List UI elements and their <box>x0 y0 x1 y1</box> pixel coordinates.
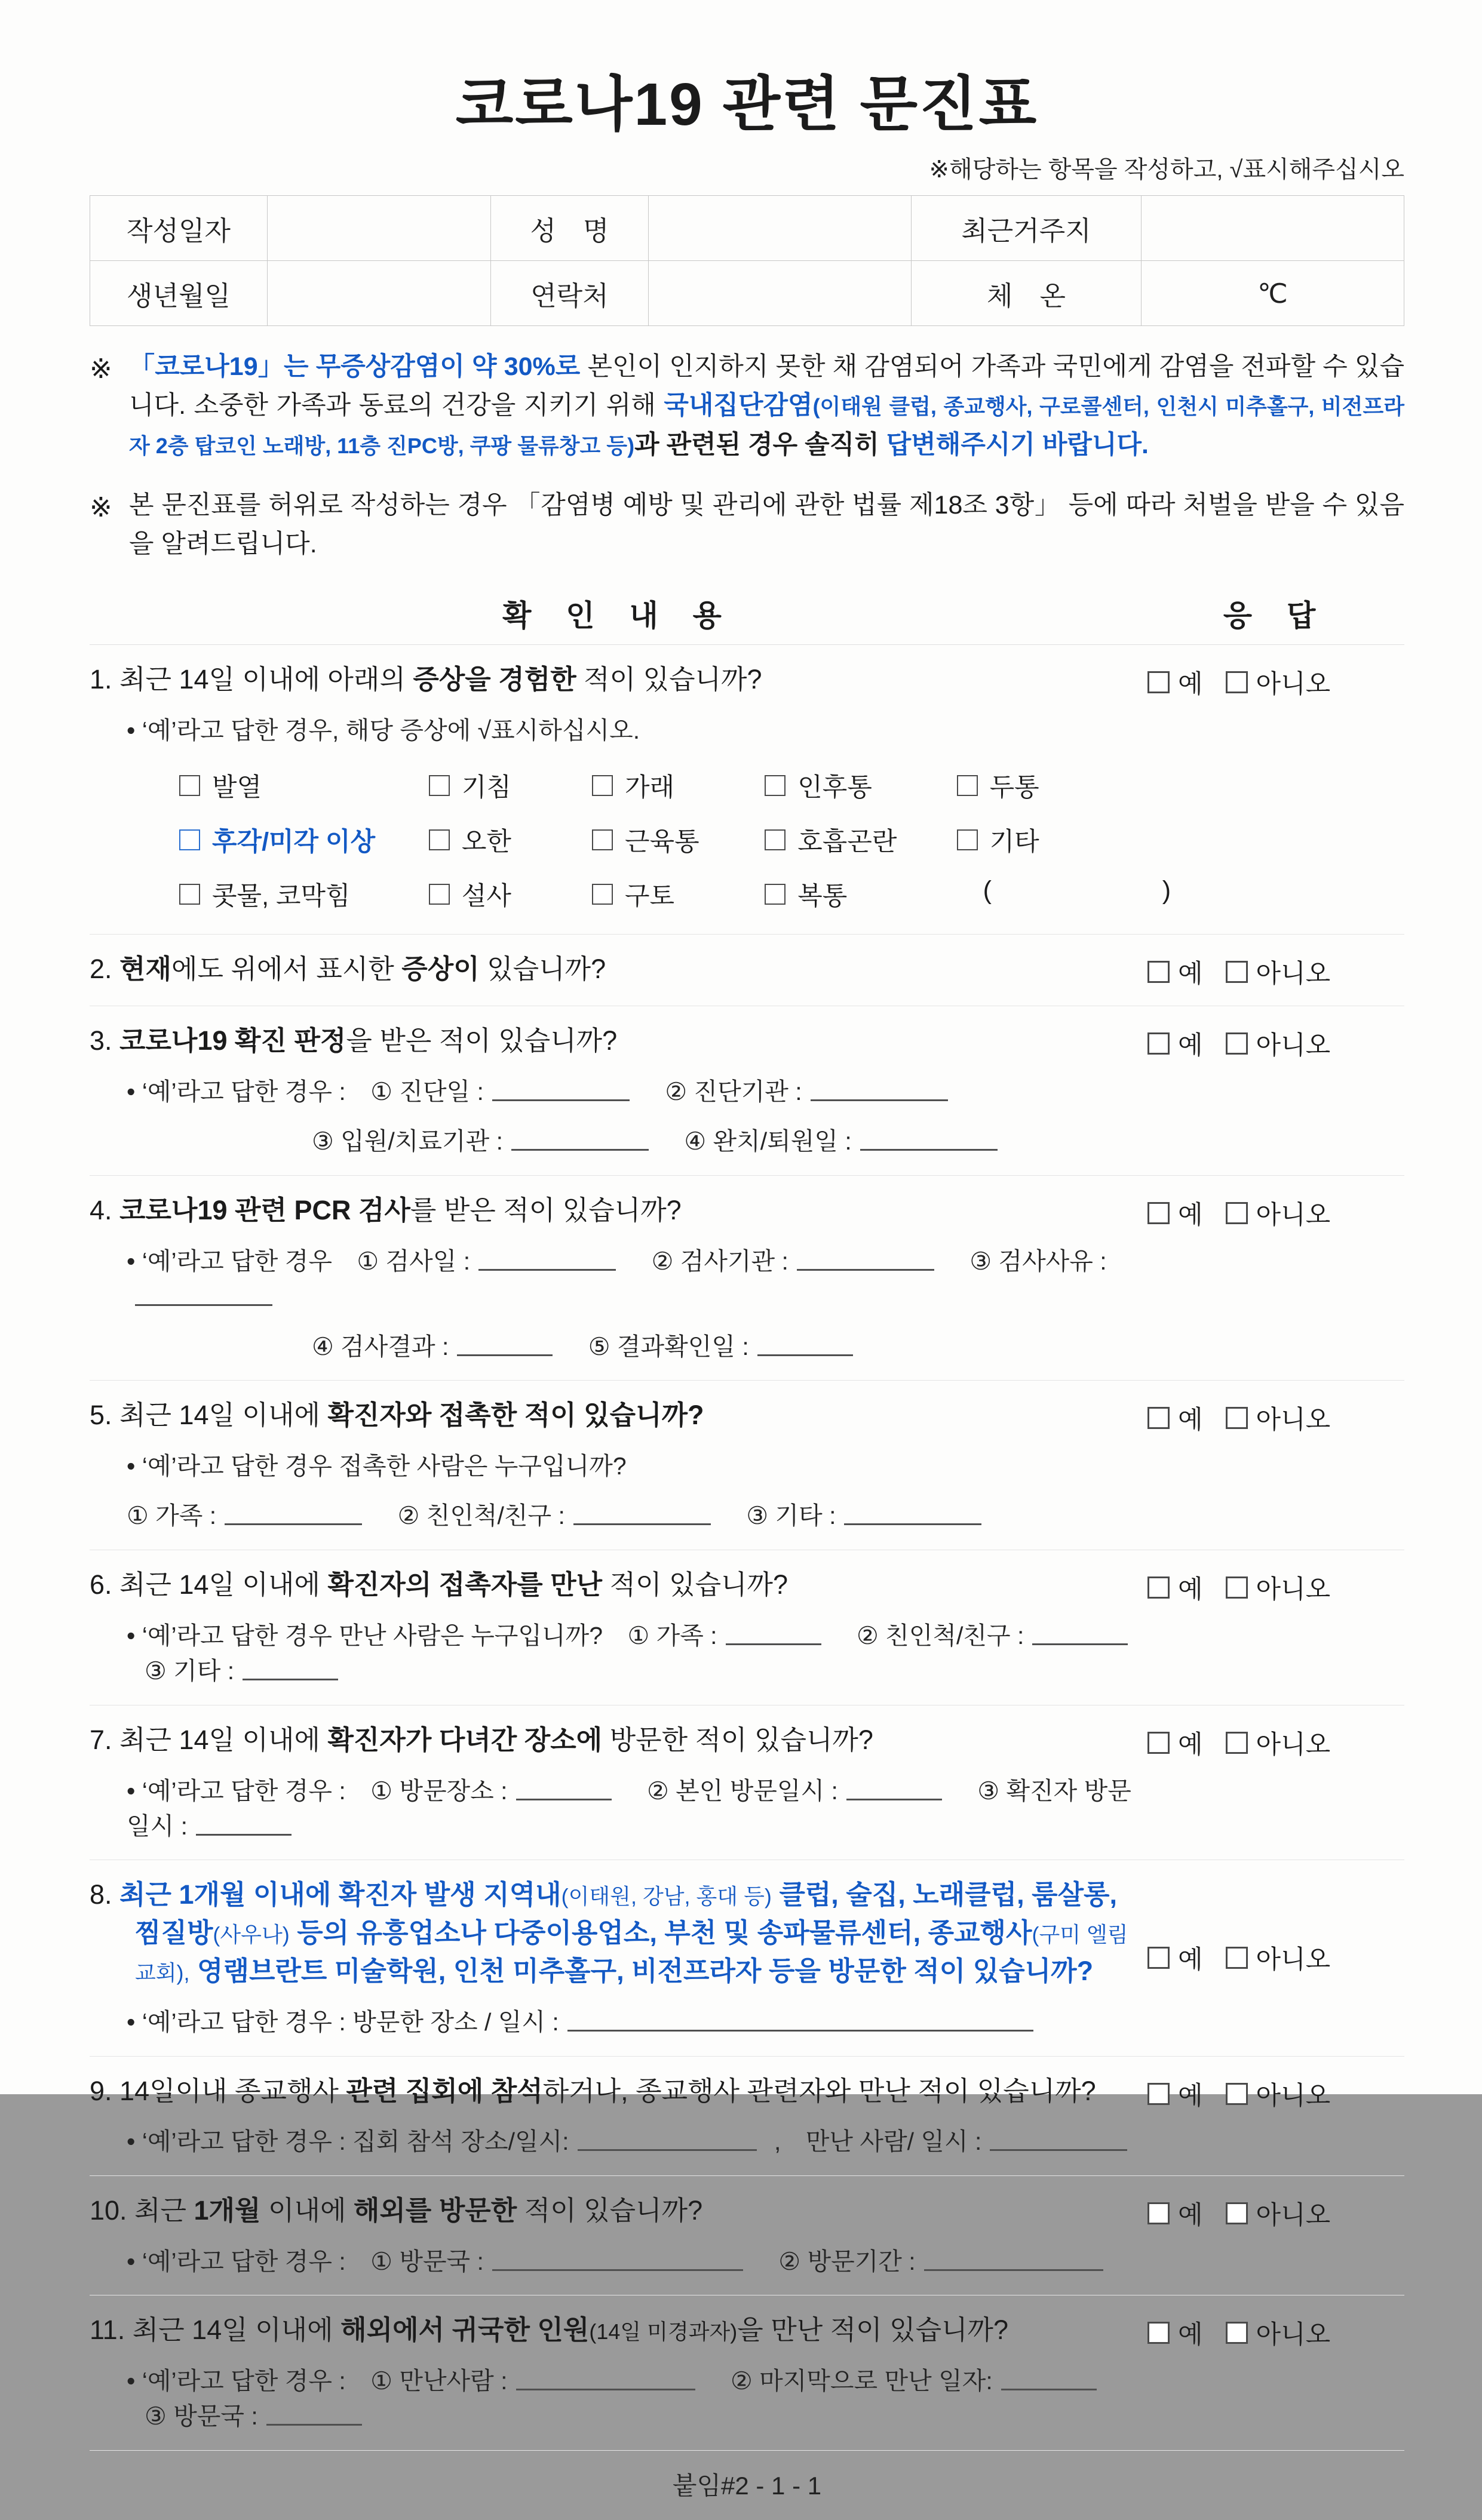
question-10-number: 10. <box>90 2195 127 2226</box>
notice1-body <box>129 348 1404 465</box>
q11-no-checkbox[interactable] <box>1226 2322 1248 2344</box>
page-title: 코로나19 관련 문진표 <box>455 71 1039 138</box>
question-4-number: 4. <box>90 1194 112 1225</box>
question-4-main <box>90 1191 1147 1365</box>
form-instruction: ※해당하는 항목을 작성하고, √표시해주십시오 <box>929 156 1404 183</box>
input-diagnosis-date[interactable] <box>492 1096 630 1101</box>
input-test-date[interactable] <box>478 1265 616 1271</box>
q4-yes-checkbox[interactable] <box>1147 1202 1170 1224</box>
question-8-row <box>90 1860 1404 2056</box>
question-7-answer: 예 아니오 <box>1147 1725 1404 1761</box>
symptom-other-input[interactable]: ( ) <box>983 876 1172 905</box>
question-10-text: 10. 최근 1개월 이내에 해외를 방문한 적이 있습니까? <box>90 2195 703 2226</box>
question-2-main <box>90 950 1147 990</box>
symptom-checkbox-chills[interactable] <box>429 829 450 850</box>
question-2-text: 2. 현재에도 위에서 표시한 증상이 있습니까? <box>90 954 606 985</box>
question-9-sub: • ‘예’라고 답한 경우 : 집회 참석 장소/일시: , 만난 사람/ 일시 : <box>127 2124 1139 2159</box>
question-11-answer: 예 아니오 <box>1147 2315 1404 2351</box>
symptom-vomiting: 구토 <box>592 876 765 912</box>
q3-yes-checkbox[interactable] <box>1147 1032 1170 1055</box>
question-6-main <box>90 1566 1147 1689</box>
q11-yes-checkbox[interactable] <box>1147 2322 1170 2344</box>
notice2-body: 본 문진표를 허위로 작성하는 경우 「감염병 예방 및 관리에 관한 법률 제18조 3항」 등에 따라 처벌을 받을 수 있음을 알려드립니다. <box>129 491 1404 559</box>
input-result-date[interactable] <box>757 1351 853 1356</box>
notice1-text-2: 과 관련된 경우 솔직히 <box>634 430 886 459</box>
question-4-text: 4. 코로나19 관련 PCR 검사를 받은 적이 있습니까? <box>90 1194 682 1225</box>
symptom-checkbox-abdominal-pain[interactable] <box>765 884 786 905</box>
notice-legal <box>90 486 1404 564</box>
notice1-text-1: 본인이 인지하지 못한 채 감염되어 가족과 국민에게 감염을 전파할 수 있습니다. 소중한 가족과 동료의 건강을 지키기 위해 <box>129 352 1404 420</box>
temperature-unit: ℃ <box>1257 278 1288 309</box>
symptom-runny-nose: 콧물, 코막힘 <box>179 876 429 912</box>
input-diagnosis-org[interactable] <box>811 1096 948 1101</box>
input-last-met-date[interactable] <box>1001 2385 1097 2390</box>
q9-no-checkbox[interactable] <box>1226 2083 1248 2105</box>
notice1-marker: ※ <box>90 354 112 384</box>
question-7-number: 7. <box>90 1724 112 1755</box>
symptom-checkbox-runny-nose[interactable] <box>179 884 200 905</box>
question-10-row <box>90 2176 1404 2295</box>
question-8-text: 8. 최근 1개월 이내에 확진자 발생 지역내(이태원, 강남, 홍대 등) 클럽, 술집, 노래클럽, 룸살롱, 찜질방(사우나) 등의 유흥업소나 다중이용업소, 부천 및 송파물류센터, 종교행사(구미 엘림교회), 영램브란트 미술학원, 인천 미추홀구, 비전프라자 등을 방문한 적이 있습니까? <box>90 1879 1128 1987</box>
question-5-answer: 예 아니오 <box>1147 1400 1404 1436</box>
input-name[interactable] <box>649 196 912 261</box>
question-1-main <box>90 660 1172 918</box>
label-residence: 최근거주지 <box>912 196 1142 261</box>
question-8-sub: • ‘예’라고 답한 경우 : 방문한 장소 / 일시 : <box>127 2005 1139 2040</box>
input-visit-place[interactable] <box>516 1795 612 1800</box>
question-3-answer: 예 아니오 <box>1147 1025 1404 1062</box>
question-5-row <box>90 1381 1404 1550</box>
symptom-etc: 기타 <box>957 822 1139 858</box>
input-contact-family[interactable] <box>225 1520 362 1525</box>
input-met-other[interactable] <box>243 1675 338 1680</box>
input-test-result[interactable] <box>457 1351 553 1356</box>
question-6-answer: 예 아니오 <box>1147 1569 1404 1606</box>
label-name: 성 명 <box>491 196 649 261</box>
question-5-text: 5. 최근 14일 이내에 확진자와 접촉한 적이 있습니까? <box>90 1400 704 1431</box>
notice1-highlight-3: 답변해주시기 바랍니다. <box>886 430 1149 459</box>
input-contact-relatives[interactable] <box>573 1520 711 1525</box>
symptom-checkbox-muscle-pain[interactable] <box>592 829 613 850</box>
question-2-number: 2. <box>90 954 112 985</box>
question-11-number: 11. <box>90 2315 125 2346</box>
question-7-text: 7. 최근 14일 이내에 확진자가 다녀간 장소에 방문한 적이 있습니까? <box>90 1724 873 1755</box>
question-4-sub-2: ④ 검사결과 : ⑤ 결과확인일 : <box>312 1329 1139 1365</box>
symptom-checkbox-headache[interactable] <box>957 775 978 796</box>
symptom-sputum: 가래 <box>592 767 765 804</box>
input-contact[interactable] <box>649 261 912 326</box>
q1-no-checkbox[interactable] <box>1226 671 1248 693</box>
question-10-main <box>90 2192 1147 2279</box>
input-visited-country[interactable] <box>492 2266 743 2271</box>
symptom-abdominal-pain: 복통 <box>765 876 956 912</box>
q2-yes-checkbox[interactable] <box>1147 961 1170 983</box>
question-8-number: 8. <box>90 1879 112 1910</box>
question-1-row <box>90 645 1404 935</box>
question-5-sub: ① 가족 : ② 친인척/친구 : ③ 기타 : <box>127 1498 1139 1533</box>
label-temperature: 체 온 <box>912 261 1142 326</box>
symptom-checkbox-sore-throat[interactable] <box>765 775 786 796</box>
question-9-main <box>90 2072 1147 2160</box>
page-footer: 붙임#2 - 1 - 1 <box>672 2471 822 2500</box>
symptom-checkbox-breathing-difficulty[interactable] <box>765 829 786 850</box>
label-write-date: 작성일자 <box>90 196 268 261</box>
question-5-main <box>90 1396 1147 1534</box>
symptom-checkbox-vomiting[interactable] <box>592 884 613 905</box>
symptom-fever: 발열 <box>179 767 429 804</box>
input-discharge-date[interactable] <box>860 1145 998 1151</box>
question-6-sub: • ‘예’라고 답한 경우 만난 사람은 누구입니까? ① 가족 : ② 친인척/친구 : ③ 기타 : <box>127 1618 1139 1689</box>
question-1-number: 1. <box>90 663 112 694</box>
question-7-sub: • ‘예’라고 답한 경우 : ① 방문장소 : ② 본인 방문일시 : ③ 확진자 방문일시 : <box>127 1777 1131 1840</box>
symptom-muscle-pain: 근육통 <box>592 822 765 858</box>
q4-no-checkbox[interactable] <box>1226 1202 1248 1224</box>
question-11-sub: • ‘예’라고 답한 경우 : ① 만난사람 : ② 마지막으로 만난 일자: ③ 방문국 : <box>127 2364 1139 2435</box>
question-8-main <box>90 1876 1147 2040</box>
input-visit-period[interactable] <box>924 2266 1103 2271</box>
q2-no-checkbox[interactable] <box>1226 961 1248 983</box>
q6-yes-checkbox[interactable] <box>1147 1576 1170 1599</box>
input-visited-place-datetime[interactable] <box>567 2026 1033 2032</box>
question-9-row <box>90 2057 1404 2176</box>
question-11-main <box>90 2311 1147 2435</box>
symptom-smell-taste: 후각/미각 이상 <box>179 822 429 858</box>
q5-no-checkbox[interactable] <box>1226 1407 1248 1429</box>
q8-yes-checkbox[interactable] <box>1147 1947 1170 1969</box>
symptom-checkbox-smell-taste[interactable] <box>179 829 200 850</box>
question-5-number: 5. <box>90 1400 112 1431</box>
symptom-breathing-difficulty: 호흡곤란 <box>765 822 956 858</box>
symptom-checkbox-sputum[interactable] <box>592 775 613 796</box>
question-2-answer: 예 아니오 <box>1147 954 1404 990</box>
question-6-row <box>90 1550 1404 1705</box>
input-met-relatives[interactable] <box>1032 1640 1128 1645</box>
symptom-headache: 두통 <box>957 767 1139 804</box>
question-3-main <box>90 1022 1147 1160</box>
question-3-number: 3. <box>90 1025 112 1056</box>
input-country[interactable] <box>266 2420 362 2426</box>
q9-yes-checkbox[interactable] <box>1147 2083 1170 2105</box>
info-table <box>90 195 1404 326</box>
question-11-row <box>90 2295 1404 2451</box>
notice1-highlight-1: 「코로나19」는 무증상감염이 약 30%로 <box>129 352 581 381</box>
question-7-main <box>90 1721 1147 1845</box>
question-7-row <box>90 1705 1404 1861</box>
input-hospital[interactable] <box>511 1145 649 1151</box>
input-test-org[interactable] <box>797 1265 934 1271</box>
question-9-answer: 예 아니오 <box>1147 2076 1404 2112</box>
question-10-sub: • ‘예’라고 답한 경우 : ① 방문국 : ② 방문기간 : <box>127 2244 1139 2279</box>
question-3-text: 3. 코로나19 확진 판정을 받은 적이 있습니까? <box>90 1025 618 1056</box>
q1-yes-label: 예 <box>1178 669 1203 699</box>
question-9-text: 9. 14일이내 종교행사 관련 집회에 참석하거나, 종교행사 관련자와 만난 적이 있습니까? <box>90 2075 1096 2106</box>
input-residence[interactable] <box>1142 196 1404 261</box>
info-row-1 <box>90 196 1404 261</box>
symptom-diarrhea: 설사 <box>429 876 592 912</box>
input-test-reason[interactable] <box>135 1301 272 1306</box>
info-row-2 <box>90 261 1404 326</box>
question-5-bullet: • ‘예’라고 답한 경우 접촉한 사람은 누구입니까? <box>127 1452 627 1480</box>
question-1-answer <box>1147 664 1404 700</box>
q10-no-checkbox[interactable] <box>1226 2202 1248 2224</box>
q7-yes-checkbox[interactable] <box>1147 1732 1170 1754</box>
q6-no-checkbox[interactable] <box>1226 1576 1248 1599</box>
question-4-row <box>90 1176 1404 1381</box>
q3-no-checkbox[interactable] <box>1226 1032 1248 1055</box>
q5-yes-checkbox[interactable] <box>1147 1407 1170 1429</box>
symptom-checkbox-etc[interactable] <box>957 829 978 850</box>
notice1-highlight-detail: (이태원 클럽, 종교행사, 구로콜센터, 인천시 미추홀구, 비전프라자 2층 탑코인 노래방, 11층 진PC방, 쿠팡 물류창고 등) <box>129 394 1404 458</box>
answer-column-header: 응 답 <box>1223 598 1329 632</box>
content-column-header: 확 인 내 용 <box>502 598 735 632</box>
question-3-row <box>90 1006 1404 1176</box>
q1-yes-checkbox[interactable] <box>1147 671 1170 693</box>
question-3-sub-1: • ‘예’라고 답한 경우 : ① 진단일 : ② 진단기관 : <box>127 1074 1139 1110</box>
question-1-text: 1. 최근 14일 이내에 아래의 증상을 경험한 적이 있습니까? <box>90 663 762 694</box>
input-contact-other[interactable] <box>844 1520 981 1525</box>
symptom-checkbox-diarrhea[interactable] <box>429 884 450 905</box>
question-6-text: 6. 최근 14일 이내에 확진자의 접촉자를 만난 적이 있습니까? <box>90 1569 788 1600</box>
question-4-sub-1: • ‘예’라고 답한 경우 ① 검사일 : ② 검사기관 : ③ 검사사유 : <box>127 1244 1139 1315</box>
input-met-person-datetime[interactable] <box>990 2146 1127 2151</box>
symptom-checkbox-fever[interactable] <box>179 775 200 796</box>
question-1-bullet: • ‘예’라고 답한 경우, 해당 증상에 √표시하십시오. <box>127 716 640 744</box>
section-header <box>90 592 1404 645</box>
q10-yes-checkbox[interactable] <box>1147 2202 1170 2224</box>
symptom-grid <box>179 767 1172 912</box>
question-9-number: 9. <box>90 2075 112 2106</box>
question-6-number: 6. <box>90 1569 112 1600</box>
question-3-sub-2: ③ 입원/치료기관 : ④ 완치/퇴원일 : <box>312 1124 1139 1159</box>
question-8-answer: 예 아니오 <box>1147 1940 1404 1976</box>
label-contact: 연락처 <box>491 261 649 326</box>
input-self-visit-datetime[interactable] <box>846 1795 942 1800</box>
question-2-row <box>90 935 1404 1006</box>
input-met-person[interactable] <box>516 2385 695 2390</box>
symptom-checkbox-cough[interactable] <box>429 775 450 796</box>
input-write-date[interactable] <box>268 196 491 261</box>
question-10-answer: 예 아니오 <box>1147 2195 1404 2232</box>
symptom-cough: 기침 <box>429 767 592 804</box>
notice-asymptomatic <box>90 348 1404 465</box>
symptom-chills: 오한 <box>429 822 592 858</box>
q8-no-checkbox[interactable] <box>1226 1947 1248 1969</box>
label-birth-date: 생년월일 <box>90 261 268 326</box>
notice1-highlight-2: 국내집단감염 <box>664 391 813 420</box>
question-11-text: 11. 최근 14일 이내에 해외에서 귀국한 인원(14일 미경과자)을 만난 적이 있습니까? <box>90 2315 1009 2346</box>
q1-no-label: 아니오 <box>1256 669 1331 699</box>
input-temperature[interactable] <box>1142 261 1404 326</box>
input-patient-visit-datetime[interactable] <box>196 1830 292 1836</box>
symptom-sore-throat: 인후통 <box>765 767 956 804</box>
input-met-family[interactable] <box>726 1640 821 1645</box>
question-4-answer: 예 아니오 <box>1147 1195 1404 1231</box>
q7-no-checkbox[interactable] <box>1226 1732 1248 1754</box>
input-gathering-place-datetime[interactable] <box>578 2146 757 2151</box>
input-birth-date[interactable] <box>268 261 491 326</box>
notice2-marker: ※ <box>90 492 112 523</box>
